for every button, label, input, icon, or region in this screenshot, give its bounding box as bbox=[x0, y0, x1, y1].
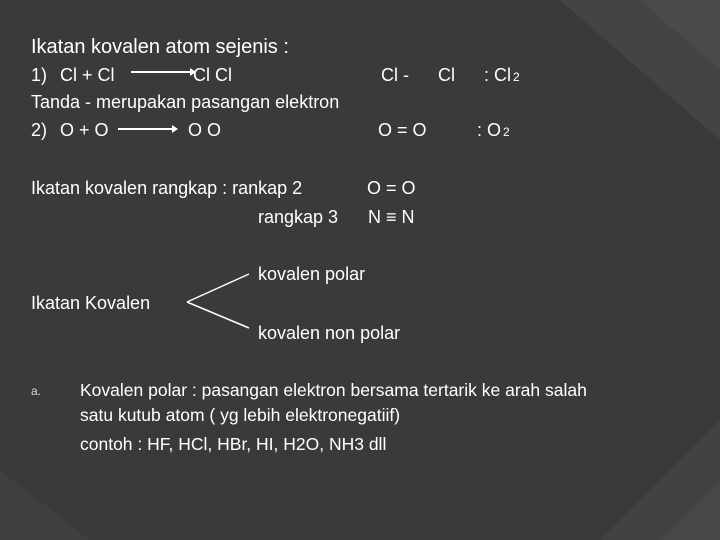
equation-2-structure: O = O bbox=[378, 120, 427, 140]
definition-line-2: satu kutub atom ( yg lebih elektronegatiif) bbox=[80, 405, 401, 425]
equation-1-formula-subscript: 2 bbox=[513, 70, 520, 84]
equation-2-arrow bbox=[118, 128, 176, 130]
tanda-note: Tanda - merupakan pasangan elektron bbox=[31, 92, 340, 112]
definition-line-3: contoh : HF, HCl, HBr, HI, H2O, NH3 dll bbox=[80, 434, 387, 454]
equation-2-product: O O bbox=[188, 120, 222, 140]
bond-type-root: Ikatan Kovalen bbox=[31, 293, 151, 313]
triple-bond-label: rangkap 3 bbox=[258, 207, 339, 227]
equation-2-formula bbox=[477, 120, 510, 142]
equation-1-formula bbox=[484, 65, 520, 87]
equation-1-structure-right: Cl bbox=[438, 65, 455, 85]
equation-1-product: Cl Cl bbox=[193, 65, 232, 85]
equation-1-arrow bbox=[131, 71, 194, 73]
definition-marker: a. bbox=[31, 384, 42, 398]
equation-2-formula-subscript: 2 bbox=[503, 125, 510, 139]
equation-2-reactants: O + O bbox=[60, 120, 109, 140]
bond-type-nonpolar: kovalen non polar bbox=[258, 323, 401, 343]
equation-1-number: 1) bbox=[31, 65, 48, 85]
bond-type-polar: kovalen polar bbox=[258, 264, 366, 284]
equation-2-formula-text: : O bbox=[477, 120, 502, 140]
equation-1-reactants: Cl + Cl bbox=[60, 65, 115, 85]
slide-title: Ikatan kovalen atom sejenis : bbox=[31, 36, 289, 58]
triple-bond-structure: N ≡ N bbox=[368, 207, 415, 227]
equation-1-structure: Cl - bbox=[381, 65, 409, 85]
branch-lines bbox=[185, 272, 265, 332]
definition-line-1: Kovalen polar : pasangan elektron bersama tertarik ke arah salah bbox=[80, 380, 587, 400]
equation-1-formula-text: : Cl bbox=[484, 65, 511, 85]
double-bond-structure: O = O bbox=[367, 178, 416, 198]
double-bond-label: Ikatan kovalen rangkap : rankap 2 bbox=[31, 178, 303, 198]
equation-2-number: 2) bbox=[31, 120, 48, 140]
